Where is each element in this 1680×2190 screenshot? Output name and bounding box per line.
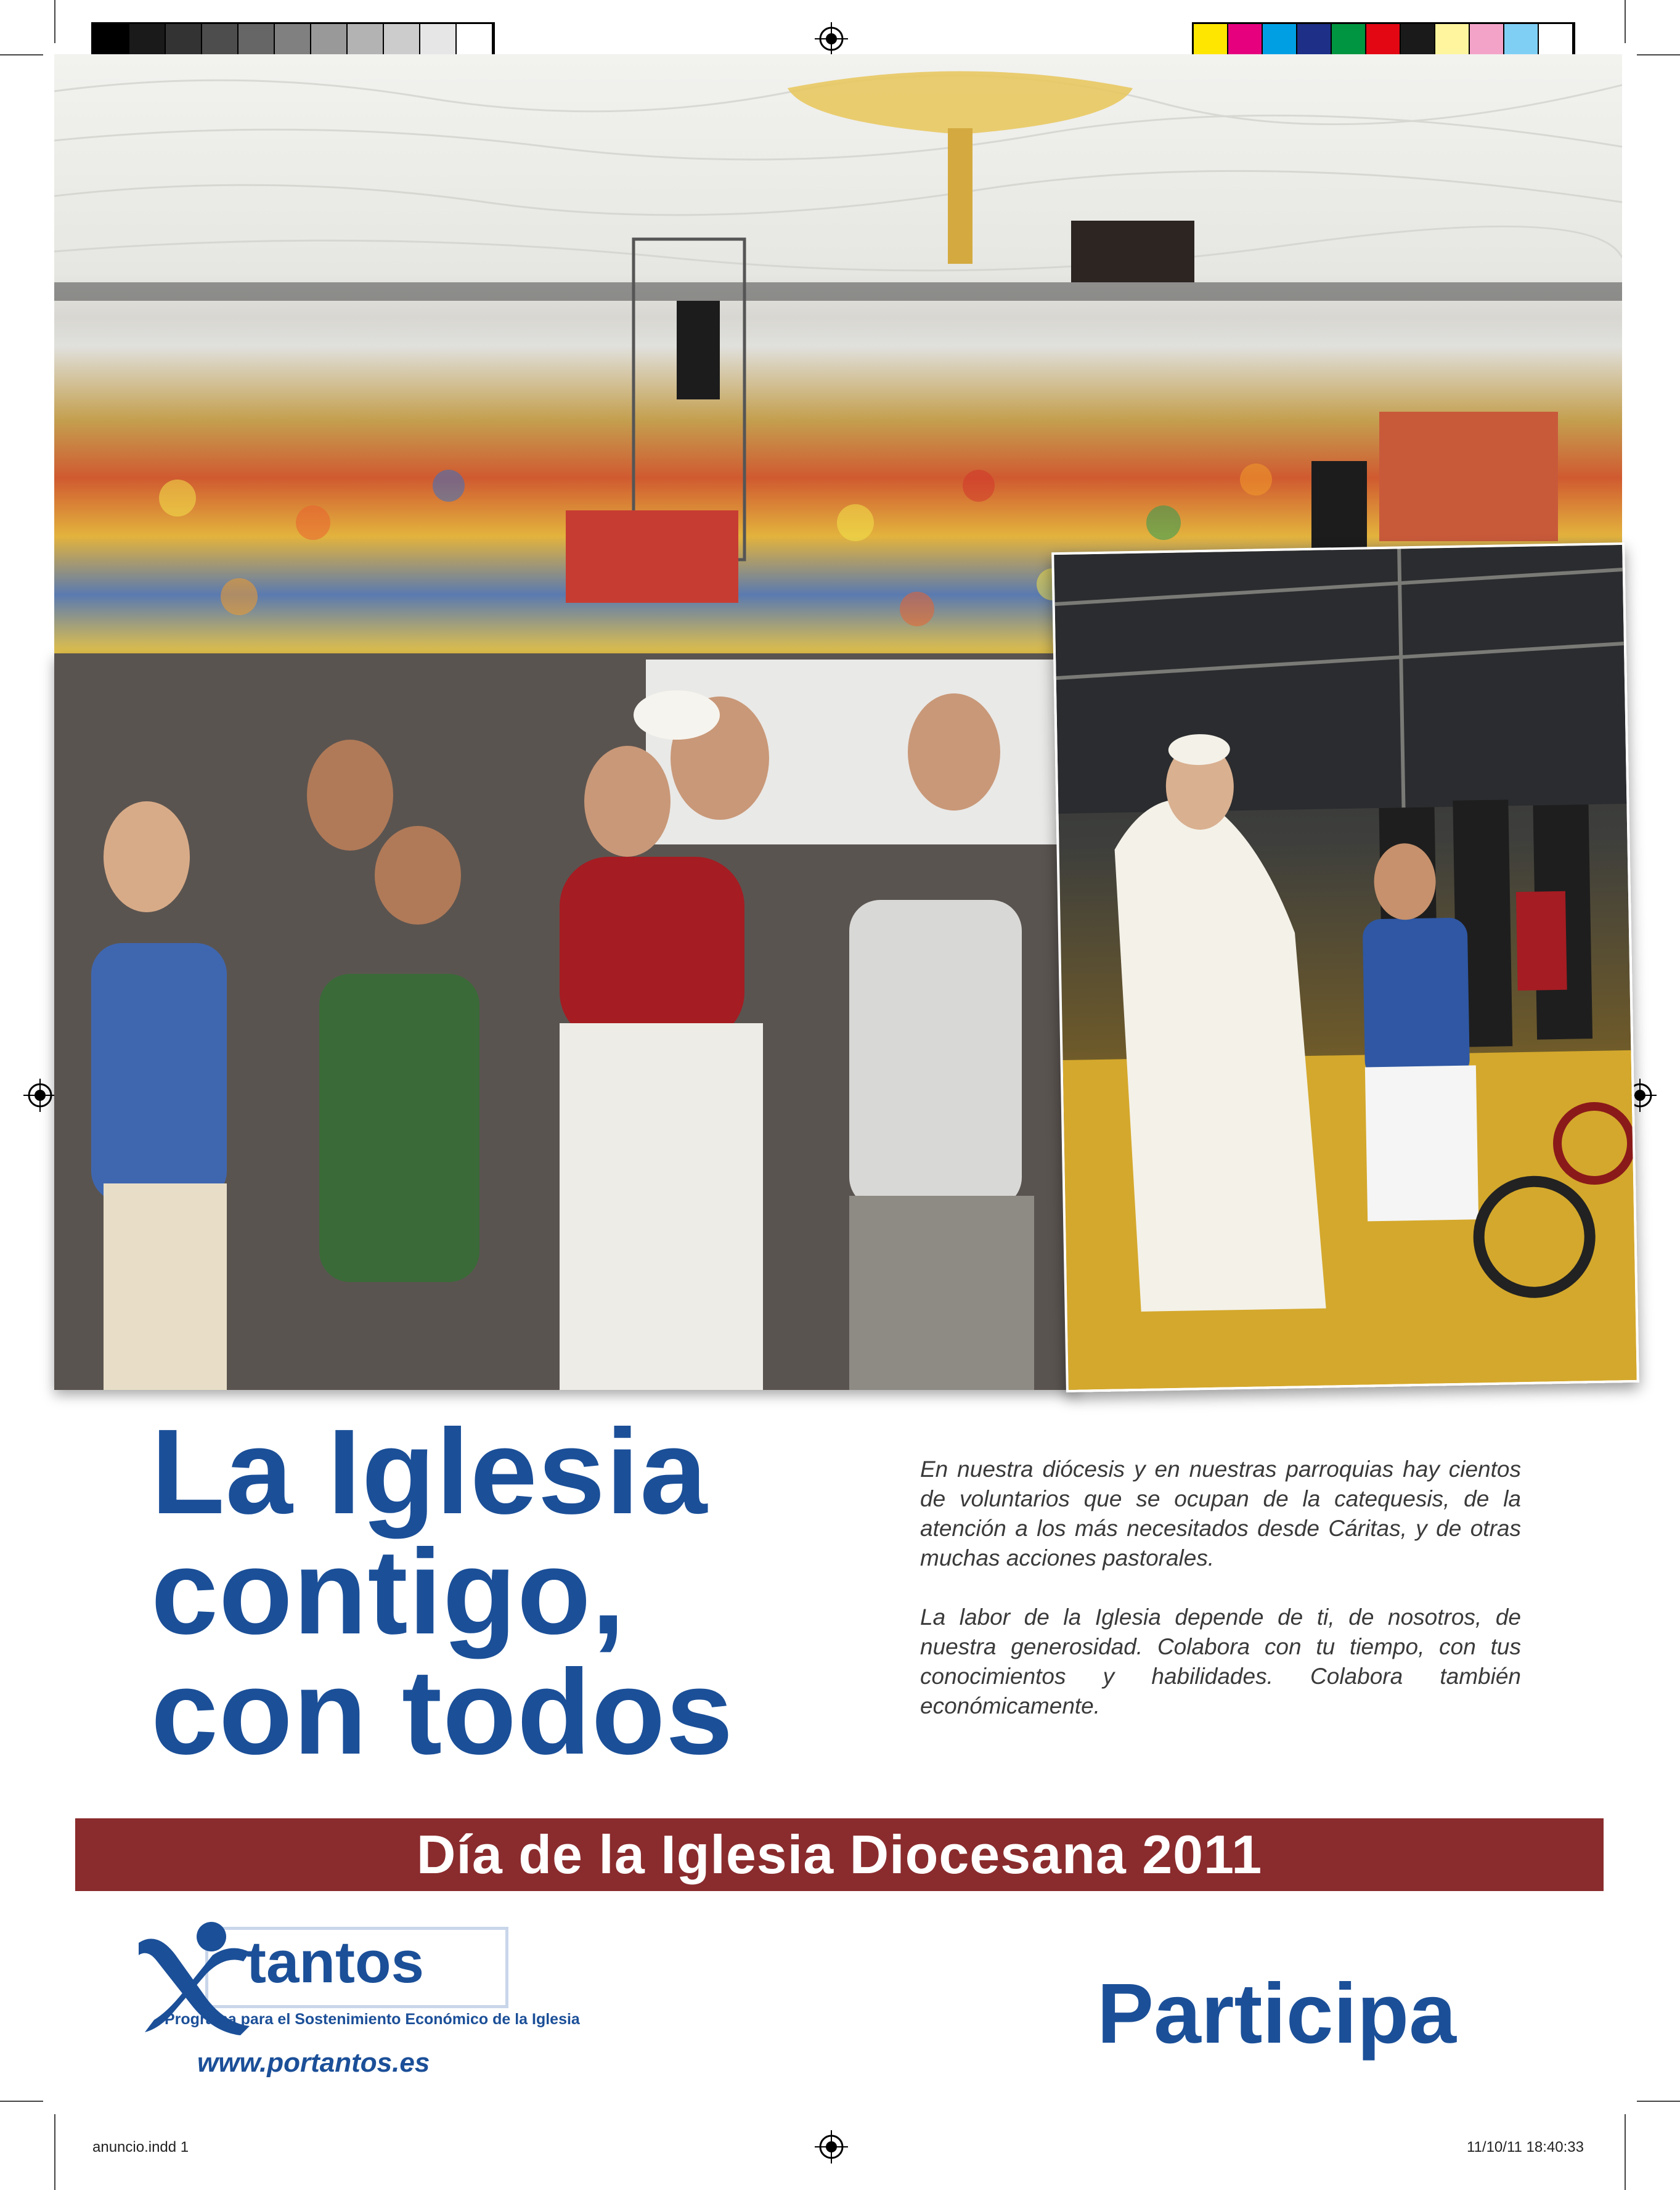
- color-swatch: [1435, 24, 1470, 57]
- headline: [151, 1404, 860, 1779]
- crop-mark: [0, 54, 43, 55]
- gray-swatch: [311, 24, 348, 57]
- gray-swatch: [457, 24, 493, 57]
- registration-mark-icon: [23, 1079, 57, 1112]
- logo-tagline: Programa para el Sostenimiento Económico de la Iglesia: [165, 2011, 580, 2028]
- color-swatch: [1332, 24, 1366, 57]
- gray-swatch: [93, 24, 129, 57]
- color-swatch: [1366, 24, 1401, 57]
- crop-mark: [54, 0, 55, 43]
- gray-swatch: [275, 24, 311, 57]
- gray-swatch: [129, 24, 166, 57]
- color-swatch: [1539, 24, 1573, 57]
- color-swatch: [1401, 24, 1435, 57]
- participa-cta: Participa: [1097, 1966, 1456, 2061]
- color-swatch: [1194, 24, 1228, 57]
- pope-greeting-wheelchair-photo: [1051, 542, 1639, 1392]
- color-swatch: [1470, 24, 1504, 57]
- gray-swatch: [384, 24, 420, 57]
- gray-swatch: [348, 24, 384, 57]
- event-banner-text: Día de la Iglesia Diocesana 2011: [416, 1824, 1263, 1885]
- file-slug: anuncio.indd 1: [92, 2139, 189, 2155]
- grayscale-color-bar: [91, 22, 495, 59]
- color-swatch: [1504, 24, 1539, 57]
- event-banner: [75, 1818, 1604, 1891]
- crop-mark: [1625, 2114, 1626, 2190]
- crop-mark: [0, 2101, 43, 2102]
- body-copy: [920, 1455, 1521, 1751]
- crop-mark: [1637, 2101, 1680, 2102]
- gray-swatch: [420, 24, 457, 57]
- logo-wordmark: tantos: [247, 1929, 424, 1995]
- registration-mark-icon: [815, 22, 848, 55]
- tantos-logo: [133, 1918, 580, 2041]
- timestamp-slug: 11/10/11 18:40:33: [1467, 2139, 1584, 2155]
- website-link[interactable]: www.portantos.es: [197, 2048, 430, 2078]
- crop-mark: [54, 2114, 55, 2190]
- headline-line-3: con todos: [151, 1645, 734, 1779]
- crop-mark: [1625, 0, 1626, 43]
- registration-mark-icon: [815, 2130, 848, 2163]
- headline-line-1: La Iglesia: [151, 1404, 708, 1539]
- headline-line-2: contigo,: [151, 1524, 626, 1659]
- gray-swatch: [239, 24, 275, 57]
- color-swatch: [1228, 24, 1263, 57]
- color-swatch: [1263, 24, 1297, 57]
- body-paragraph-1: En nuestra diócesis y en nuestras parroquias hay cientos de voluntarios que se ocupan de la catequesis, de la atención a los más necesitados desde Cáritas, y de otras muchas acciones pastorales.: [920, 1457, 1521, 1571]
- pope-with-youth-photo: [54, 653, 1077, 1390]
- gray-swatch: [166, 24, 202, 57]
- body-paragraph-2: La labor de la Iglesia depende de ti, de nosotros, de nuestra generosidad. Colabora con tu tiempo, con tus conocimientos y habilidades. Colabora también económicamente.: [920, 1604, 1521, 1718]
- crop-mark: [1637, 54, 1680, 55]
- color-swatch: [1297, 24, 1332, 57]
- gray-swatch: [202, 24, 239, 57]
- process-color-bar: [1192, 22, 1575, 59]
